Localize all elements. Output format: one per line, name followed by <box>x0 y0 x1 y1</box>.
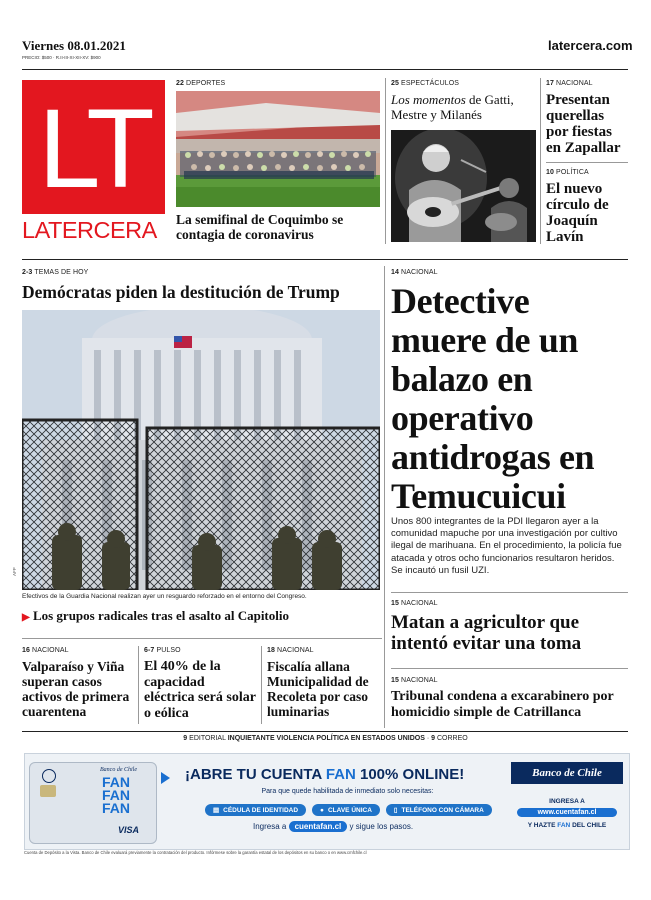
promo-espectaculos-section: 25 ESPECTÁCULOS <box>391 80 460 87</box>
card-brand: Banco de Chile <box>100 767 137 773</box>
logo <box>22 80 165 243</box>
key-pill: ● CLAVE ÚNICA <box>312 804 380 816</box>
story-agricultor-section: 15 NACIONAL <box>391 600 438 607</box>
photo-credit: AFP <box>12 567 17 576</box>
promo-deportes-headline[interactable]: La semifinal de Coquimbo se contagia de coronavirus <box>176 212 344 242</box>
logo-wordmark: LATERCERA <box>22 217 157 243</box>
column-divider-main <box>384 266 385 728</box>
cta-url[interactable]: www.cuentafan.cl <box>517 808 617 817</box>
story-recoleta-section: 18 NACIONAL <box>267 647 314 654</box>
card-fan-1: FAN <box>102 774 130 790</box>
promo-nacional-section: 17 NACIONAL <box>546 80 593 87</box>
bottom-left-rule <box>22 638 382 639</box>
masthead-rule <box>22 69 628 70</box>
main-right-section: 14 NACIONAL <box>391 269 438 276</box>
story-agricultor-headline[interactable]: Matan a agricultor que intentó evitar una toma <box>391 612 582 654</box>
promo-espectaculos-headline[interactable]: Los momentos de Gatti, Mestre y Milanés <box>391 92 514 122</box>
id-card-pill: ▤ CÉDULA DE IDENTIDAD <box>205 804 306 816</box>
editorial-line[interactable]: 9 EDITORIAL INQUIETANTE VIOLENCIA POLÍTICA EN ESTADOS UNIDOS · 9 CORREO <box>183 735 468 742</box>
issue-date: Viernes 08.01.2021 <box>22 38 126 53</box>
ad-fineprint: Cuenta de Depósito a la Vista. Banco de Chile evaluará previamente la contratación del producto. Infórmese sobre la garantía estatal de los depósitos en su banco o en www.cmfchile.cl <box>24 850 367 855</box>
story-valparaiso-section: 16 NACIONAL <box>22 647 69 654</box>
lead-headline[interactable]: Detective muere de un balazo en operativo antidrogas en Temucuicui <box>391 281 595 516</box>
id-card-icon: ▤ <box>213 807 220 814</box>
arrow-right-icon: ▶ <box>22 612 30 623</box>
bottom-divider-2 <box>261 646 262 724</box>
phone-pill: ▯ TELÉFONO CON CÁMARA <box>386 804 492 816</box>
price-line: PRECIO: $500 · R.II-III-XI-XII-XV: $900 <box>22 55 101 60</box>
card-emblem-icon <box>42 769 56 783</box>
story-pulso-section: 6-7 PULSO <box>144 647 181 654</box>
bank-ad[interactable] <box>24 753 630 850</box>
related-story-link[interactable]: ▶ Los grupos radicales tras el asalto al Capitolio <box>22 608 289 623</box>
main-left-headline[interactable]: Demócratas piden la destitución de Trump <box>22 282 340 302</box>
editorial-rule <box>22 731 628 732</box>
section-rule-top <box>22 259 628 260</box>
promo-politica-section: 10 POLÍTICA <box>546 169 589 176</box>
card-fan-3: FAN <box>102 800 130 816</box>
bank-card <box>29 762 157 844</box>
lock-icon: ● <box>320 806 324 814</box>
card-chip-icon <box>40 785 56 797</box>
card-visa: VISA <box>118 825 140 835</box>
play-icon <box>161 772 170 784</box>
story-divider <box>391 668 628 669</box>
card-fan-2: FAN <box>102 787 130 803</box>
guitarists-photo <box>391 130 536 242</box>
ad-url-badge[interactable]: cuentafan.cl <box>289 821 348 832</box>
ad-subline: Para que quede habilitada de inmediato solo necesitas: <box>261 788 434 795</box>
story-recoleta-headline[interactable]: Fiscalía allana Municipalidad de Recoleta por caso luminarias <box>267 659 369 719</box>
logo-letters: LT <box>38 86 149 211</box>
ad-headline: ¡ABRE TU CUENTA FAN 100% ONLINE! <box>185 766 465 783</box>
column-divider-top <box>385 78 386 244</box>
story-catrillanca-section: 15 NACIONAL <box>391 677 438 684</box>
bottom-divider-1 <box>138 646 139 724</box>
phone-icon: ▯ <box>393 807 398 814</box>
promo-nacional-headline[interactable]: Presentan querellas por fiestas en Zapallar <box>546 92 621 156</box>
stadium-team-photo <box>176 91 380 207</box>
story-pulso-headline[interactable]: El 40% de la capacidad eléctrica será solar o eólica <box>144 659 256 721</box>
column-divider-top-2 <box>540 78 541 244</box>
capitol-photo <box>22 310 380 590</box>
lead-rule <box>391 592 628 593</box>
cta-tagline: Y HAZTE FAN DEL CHILE <box>527 822 607 829</box>
cta-label: INGRESA A <box>549 798 585 805</box>
lead-body: Unos 800 integrantes de la PDI llegaron ayer a la comunidad mapuche por una investigación por cultivo ilegal de marihuana. En el procedimiento, la policía fue atacada y otros ocho funcionarios resultaron heridos. Se incautó un fusil UZI. <box>391 516 622 576</box>
story-catrillanca-headline[interactable]: Tribunal condena a excarabinero por homicidio simple de Catrillanca <box>391 689 614 720</box>
ad-enter-line: Ingresa a cuentafan.cl y sigue los pasos. <box>253 822 414 831</box>
promo-divider <box>546 162 628 163</box>
ad-pills <box>205 804 492 816</box>
logo-box <box>22 80 165 214</box>
main-left-section: 2-3 TEMAS DE HOY <box>22 269 89 276</box>
bank-logo: Banco de Chile <box>511 762 623 784</box>
website-link[interactable]: latercera.com <box>548 38 633 53</box>
promo-politica-headline[interactable]: El nuevo círculo de Joaquín Lavín <box>546 181 609 245</box>
promo-deportes-section: 22 DEPORTES <box>176 80 226 87</box>
ad-right-panel <box>511 762 623 840</box>
story-valparaiso-headline[interactable]: Valparaíso y Viña superan casos activos de primera cuarentena <box>22 659 130 719</box>
photo-caption: Efectivos de la Guardia Nacional realizan ayer un resguardo reforzado en el entorno del Congreso. <box>22 593 307 600</box>
